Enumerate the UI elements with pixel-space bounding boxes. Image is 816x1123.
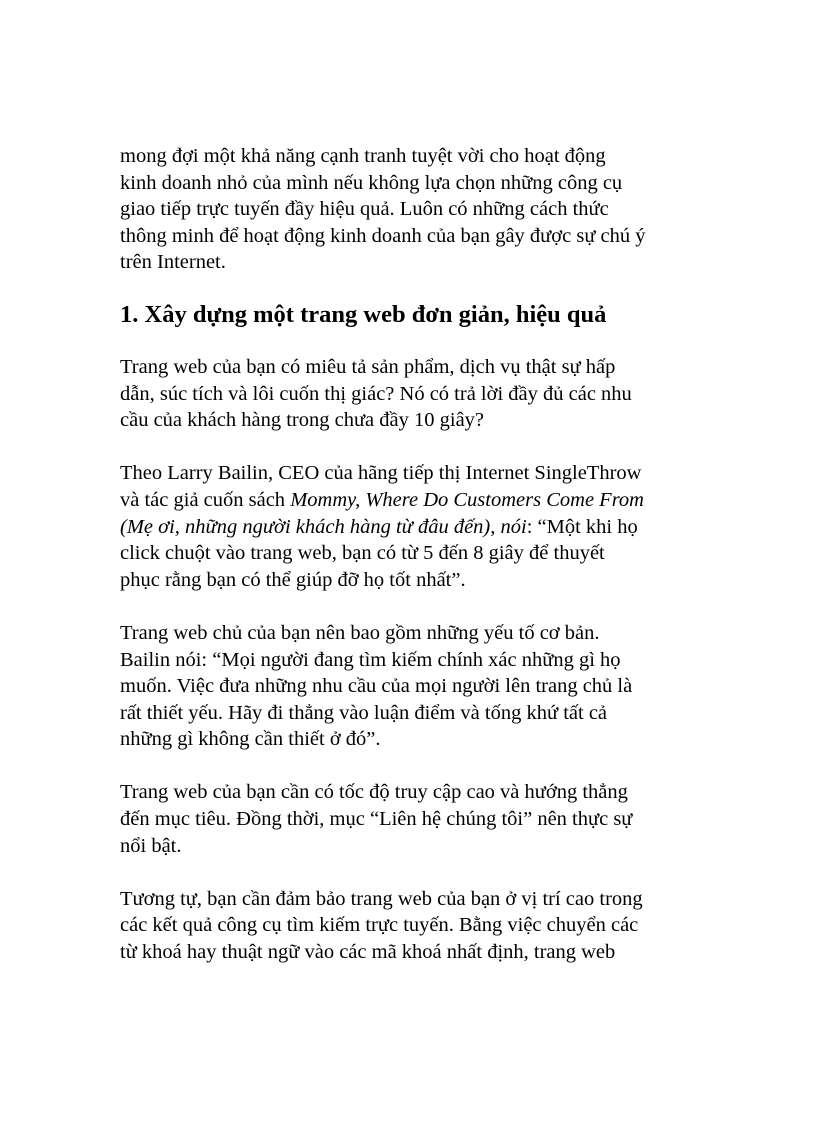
text-line: giao tiếp trực tuyến đầy hiệu quả. Luôn có những cách thức bbox=[120, 198, 609, 221]
paragraph-spacer bbox=[120, 753, 720, 780]
paragraph-5 bbox=[120, 886, 720, 966]
text-line: Trang web của bạn có miêu tả sản phẩm, dịch vụ thật sự hấp bbox=[120, 355, 616, 378]
text-line: những gì không cần thiết ở đó”. bbox=[120, 728, 381, 751]
text-line: mong đợi một khả năng cạnh tranh tuyệt vời cho hoạt động bbox=[120, 145, 606, 167]
book-title-translation: (Mẹ ơi, những người khách hàng từ đâu đến), nói bbox=[120, 515, 527, 538]
section-heading: 1. Xây dựng một trang web đơn giản, hiệu quả bbox=[120, 300, 607, 328]
document-page bbox=[120, 143, 720, 966]
text-line: thông minh để hoạt động kinh doanh của bạn gây được sự chú ý bbox=[120, 224, 646, 247]
text-line: phục rằng bạn có thể giúp đỡ họ tốt nhất”. bbox=[120, 568, 466, 591]
text-run: và tác giả cuốn sách bbox=[120, 488, 291, 511]
text-line: Trang web của bạn cần có tốc độ truy cập cao và hướng thẳng bbox=[120, 781, 628, 804]
book-title: Mommy, Where Do Customers Come From bbox=[290, 488, 644, 511]
text-line: cầu của khách hàng trong chưa đầy 10 giây? bbox=[120, 409, 485, 432]
text-line: Trang web chủ của bạn nên bao gồm những yếu tố cơ bản. bbox=[120, 621, 600, 644]
paragraph-3 bbox=[120, 620, 720, 753]
text-line: các kết quả công cụ tìm kiếm trực tuyến. Bằng việc chuyển các bbox=[120, 914, 639, 937]
text-line bbox=[120, 514, 720, 541]
text-line: đến mục tiêu. Đồng thời, mục “Liên hệ chúng tôi” nên thực sự bbox=[120, 808, 633, 831]
intro-paragraph bbox=[120, 143, 720, 276]
text-line bbox=[120, 487, 720, 514]
text-line: từ khoá hay thuật ngữ vào các mã khoá nhất định, trang web bbox=[120, 941, 616, 964]
text-line: Theo Larry Bailin, CEO của hãng tiếp thị Internet SingleThrow bbox=[120, 462, 642, 485]
text-run: : “Một khi họ bbox=[526, 515, 638, 538]
text-line: kinh doanh nhỏ của mình nếu không lựa chọn những công cụ bbox=[120, 171, 623, 194]
text-line: rất thiết yếu. Hãy đi thẳng vào luận điểm và tống khứ tất cả bbox=[120, 701, 608, 724]
paragraph-spacer bbox=[120, 859, 720, 886]
text-line: trên Internet. bbox=[120, 251, 226, 274]
paragraph-1 bbox=[120, 354, 720, 434]
paragraph-spacer bbox=[120, 593, 720, 620]
paragraph-2 bbox=[120, 460, 720, 593]
paragraph-spacer bbox=[120, 434, 720, 461]
text-line: dẫn, súc tích và lôi cuốn thị giác? Nó có trả lời đầy đủ các nhu bbox=[120, 382, 632, 405]
text-line: muốn. Việc đưa những nhu cầu của mọi người lên trang chủ là bbox=[120, 675, 633, 698]
paragraph-4 bbox=[120, 779, 720, 859]
text-line: Tương tự, bạn cần đảm bảo trang web của bạn ở vị trí cao trong bbox=[120, 887, 643, 910]
text-line: Bailin nói: “Mọi người đang tìm kiếm chính xác những gì họ bbox=[120, 648, 621, 671]
text-line: click chuột vào trang web, bạn có từ 5 đến 8 giây để thuyết bbox=[120, 542, 605, 565]
text-line: nổi bật. bbox=[120, 834, 182, 857]
